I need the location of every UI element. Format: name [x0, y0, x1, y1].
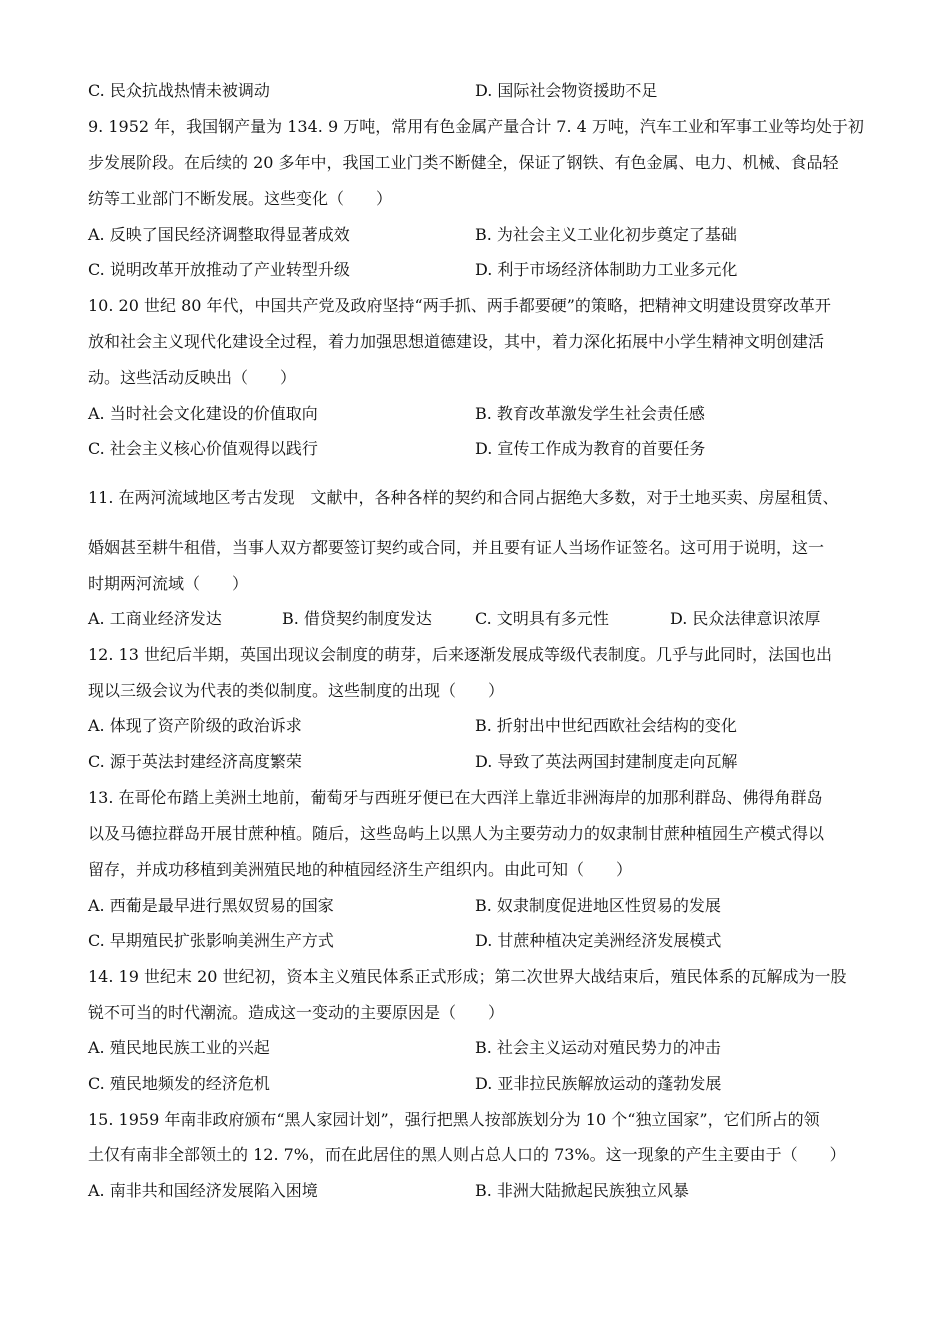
q12-option-d: D. 导致了英法两国封建制度走向瓦解 [475, 752, 738, 771]
q14-option-d: D. 亚非拉民族解放运动的蓬勃发展 [475, 1074, 722, 1093]
q12-stem-line-2: 现以三级会议为代表的类似制度。这些制度的出现（ ） [88, 681, 505, 700]
q9-stem-line-3: 纺等工业部门不断发展。这些变化（ ） [88, 189, 393, 208]
q8-option-c: C. 民众抗战热情未被调动 [88, 81, 270, 100]
q13-option-c: C. 早期殖民扩张影响美洲生产方式 [88, 931, 334, 950]
q14-option-a: A. 殖民地民族工业的兴起 [88, 1038, 270, 1057]
q12-option-b: B. 折射出中世纪西欧社会结构的变化 [475, 716, 737, 735]
q14-option-b: B. 社会主义运动对殖民势力的冲击 [475, 1038, 721, 1057]
q15-stem-line-1: 15. 1959 年南非政府颁布“黑人家园计划”，强行把黑人按部族划分为 10 个“独立国家”，它们所占的领 [88, 1110, 820, 1129]
q10-option-c: C. 社会主义核心价值观得以践行 [88, 439, 318, 458]
q11-option-d: D. 民众法律意识浓厚 [670, 609, 821, 628]
q14-stem-line-1: 14. 19 世纪末 20 世纪初，资本主义殖民体系正式形成；第二次世界大战结束后，殖民体系的瓦解成为一股 [88, 967, 847, 986]
q10-stem-line-2: 放和社会主义现代化建设全过程，着力加强思想道德建设，其中，着力深化拓展中小学生精神文明创建活 [88, 332, 825, 351]
q9-option-d: D. 利于市场经济体制助力工业多元化 [475, 260, 738, 279]
q11-option-b: B. 借贷契约制度发达 [282, 609, 432, 628]
q14-stem-line-2: 锐不可当的时代潮流。造成这一变动的主要原因是（ ） [88, 1003, 505, 1022]
q9-stem-line-2: 步发展阶段。在后续的 20 多年中，我国工业门类不断健全，保证了钢铁、有色金属、电力、机械、食品轻 [88, 153, 839, 172]
q10-option-a: A. 当时社会文化建设的价值取向 [88, 404, 318, 423]
q13-stem-line-1: 13. 在哥伦布踏上美洲土地前，葡萄牙与西班牙便已在大西洋上靠近非洲海岸的加那利群岛、佛得角群岛 [88, 788, 823, 807]
q13-option-b: B. 奴隶制度促进地区性贸易的发展 [475, 896, 721, 915]
q11-option-a: A. 工商业经济发达 [88, 609, 222, 628]
q9-option-c: C. 说明改革开放推动了产业转型升级 [88, 260, 350, 279]
q15-option-b: B. 非洲大陆掀起民族独立风暴 [475, 1181, 689, 1200]
q10-stem-line-3: 动。这些活动反映出（ ） [88, 368, 297, 387]
q9-option-b: B. 为社会主义工业化初步奠定了基础 [475, 225, 737, 244]
q13-option-d: D. 甘蔗种植决定美洲经济发展模式 [475, 931, 722, 950]
q11-option-c: C. 文明具有多元性 [475, 609, 609, 628]
q13-stem-line-2: 以及马德拉群岛开展甘蔗种植。随后，这些岛屿上以黑人为主要劳动力的奴隶制甘蔗种植园生产模式得以 [88, 824, 825, 843]
q10-option-b: B. 教育改革激发学生社会责任感 [475, 404, 705, 423]
q15-stem-line-2: 土仅有南非全部领土的 12. 7%，而在此居住的黑人则占总人口的 73%。这一现象的产生主要由于（ ） [88, 1145, 846, 1164]
q12-option-a: A. 体现了资产阶级的政治诉求 [88, 716, 302, 735]
q14-option-c: C. 殖民地频发的经济危机 [88, 1074, 270, 1093]
q11-stem-line-3: 时期两河流域（ ） [88, 574, 249, 593]
q12-stem-line-1: 12. 13 世纪后半期，英国出现议会制度的萌芽，后来逐渐发展成等级代表制度。几乎与此同时，法国也出 [88, 645, 832, 664]
q12-option-c: C. 源于英法封建经济高度繁荣 [88, 752, 302, 771]
q13-stem-line-3: 留存，并成功移植到美洲殖民地的种植园经济生产组织内。由此可知（ ） [88, 860, 633, 879]
q11-stem-line-2: 婚姻甚至耕牛租借，当事人双方都要签订契约或合同，并且要有证人当场作证签名。这可用于说明，这一 [88, 538, 825, 557]
q10-stem-line-1: 10. 20 世纪 80 年代，中国共产党及政府坚持“两手抓、两手都要硬”的策略，把精神文明建设贯穿改革开 [88, 296, 831, 315]
q15-option-a: A. 南非共和国经济发展陷入困境 [88, 1181, 318, 1200]
q11-stem-line-1: 11. 在两河流域地区考古发现 文献中，各种各样的契约和合同占据绝大多数，对于土地买卖、房屋租赁、 [88, 488, 839, 507]
q13-option-a: A. 西葡是最早进行黑奴贸易的国家 [88, 896, 334, 915]
q9-stem-line-1: 9. 1952 年，我国钢产量为 134. 9 万吨，常用有色金属产量合计 7. 4 万吨，汽车工业和军事工业等均处于初 [88, 117, 864, 136]
q8-option-d: D. 国际社会物资援助不足 [475, 81, 658, 100]
q9-option-a: A. 反映了国民经济调整取得显著成效 [88, 225, 350, 244]
q10-option-d: D. 宣传工作成为教育的首要任务 [475, 439, 706, 458]
